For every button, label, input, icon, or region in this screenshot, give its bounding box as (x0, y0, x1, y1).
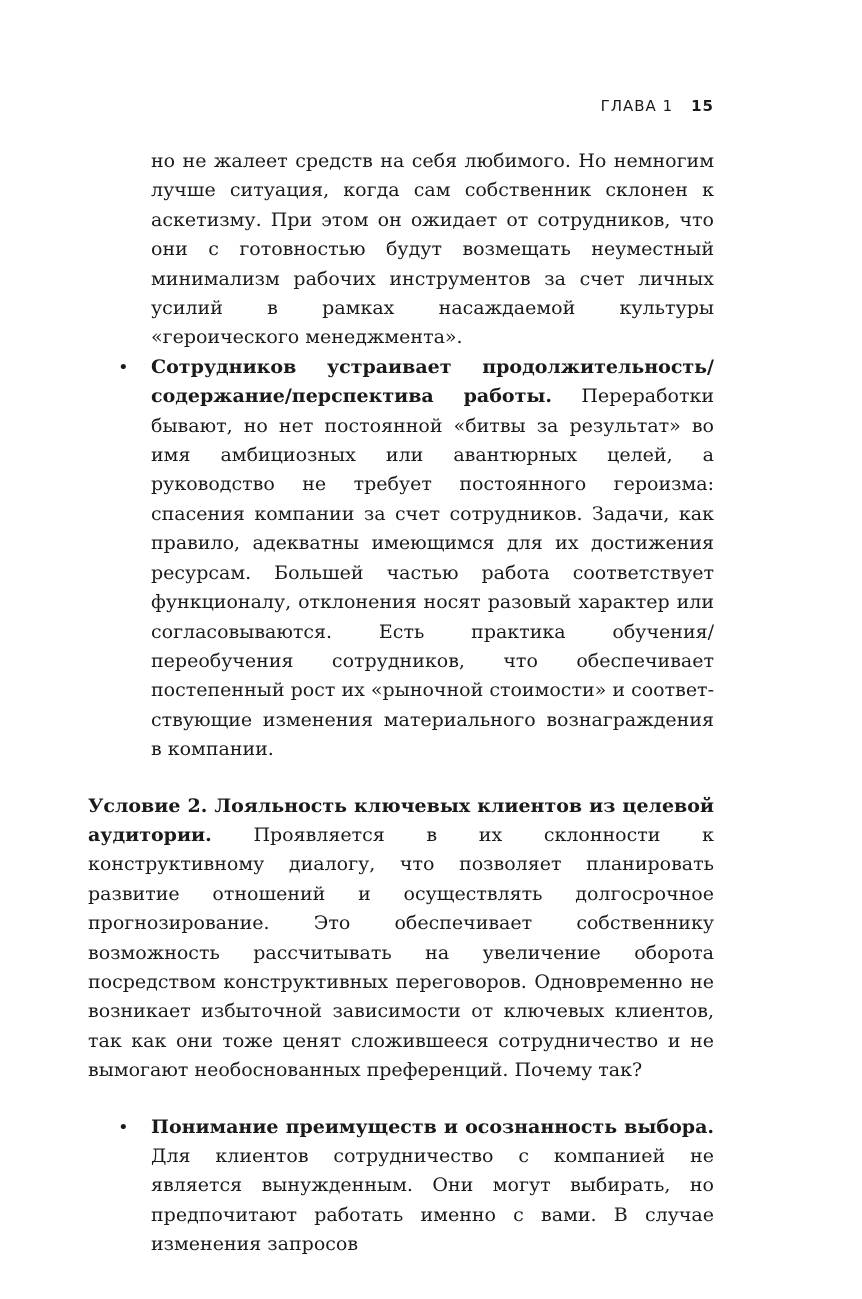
bullet-lead: Понимание преимуществ и осознанность выбора. (151, 1115, 714, 1138)
condition-heading: Условие 2. Лояльность ключевых клиентов из целевой аудитории. (88, 794, 714, 846)
bullet-item-clients (88, 1113, 714, 1260)
condition-2-paragraph (88, 792, 714, 1086)
continuation-paragraph: но не жалеет средств на себя любимого. Но немногим лучше ситуация, когда сам собственник склонен к аскетизму. При этом он ожидает от сотрудников, что они с готовностью будут возмещать неуместный минимализм рабочих инструментов за счет личных усилий в рамках насаждаемой культуры «героического менеджмента». (151, 150, 714, 349)
chapter-label: ГЛАВА 1 (600, 97, 674, 115)
running-head (0, 97, 714, 115)
bullet-text: Переработки бывают, но нет постоянной «битвы за результат» во имя амбициозных или авантюрных целей, а руководство не требует постоянного героизма: спасения компании за счет сотрудников. Задачи, как правило, адекватны имеющимся для их достижения ресурсам. Большей частью работа соответствует функционалу, отклонения носят разовый характер или согласовываются. Есть практика обучения/переобучения сотрудников, что обеспечивает постепенный рост их «рыночной стоимости» и соответствующие изменения материального вознаграждения в компании. (151, 385, 714, 761)
bullet-text: Для клиентов сотрудничество с компанией не является вынужденным. Они могут выбирать, но предпочитают работать именно с вами. В случае изменения запросов (151, 1145, 714, 1256)
bullet-lead: Сотрудников устраивает продолжительность/содержание/перспектива работы. (151, 355, 714, 408)
condition-text: Проявляется в их склонности к конструктивному диалогу, что позволяет планировать развитие отношений и осуществлять долгосрочное прогнозирование. Это обеспечивает собственнику возможность рассчитывать на увеличение оборота посредством конструктивных переговоров. Одновременно не возникает избыточной зависимости от ключевых клиентов, так как они тоже ценят сложившееся сотрудничество и не вымогают необоснованных преференций. Почему так? (88, 823, 714, 1082)
page-number: 15 (691, 97, 714, 115)
body-text (88, 147, 714, 1260)
bullet-item-employees (88, 353, 714, 765)
